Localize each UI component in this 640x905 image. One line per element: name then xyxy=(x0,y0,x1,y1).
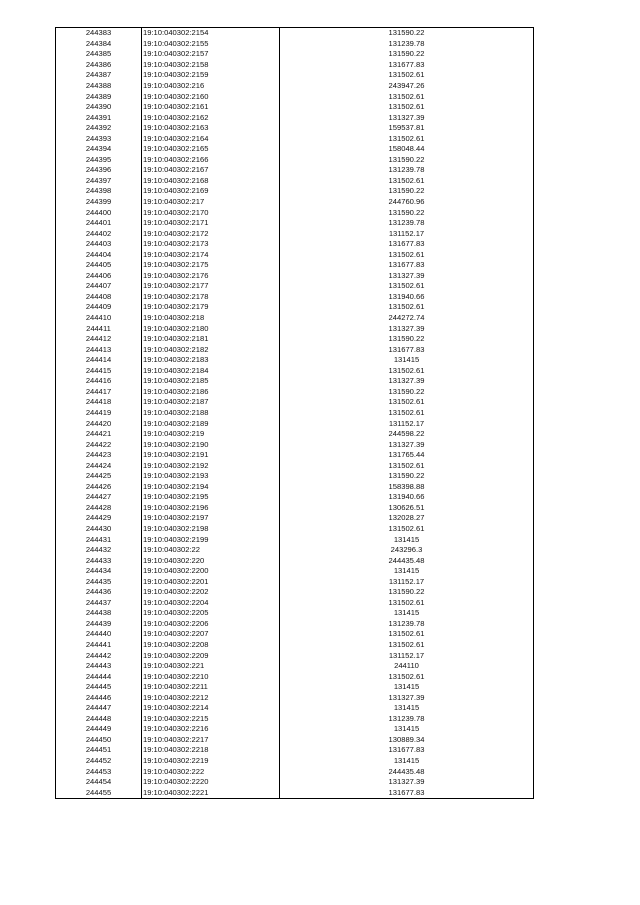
table-row xyxy=(56,598,534,609)
cadastral-number-cell: 19:10:040302:2192 xyxy=(142,460,280,471)
value-cell: 131415 xyxy=(280,703,534,714)
cadastral-number-cell: 19:10:040302:2181 xyxy=(142,334,280,345)
table-row xyxy=(56,186,534,197)
value-cell: 131502.61 xyxy=(280,102,534,113)
value-cell: 130889.34 xyxy=(280,735,534,746)
cadastral-number-cell: 19:10:040302:2187 xyxy=(142,397,280,408)
row-number-cell: 244391 xyxy=(56,112,142,123)
table-row xyxy=(56,228,534,239)
table-row xyxy=(56,292,534,303)
row-number-cell: 244406 xyxy=(56,271,142,282)
row-number-cell: 244451 xyxy=(56,745,142,756)
table-row xyxy=(56,608,534,619)
row-number-cell: 244383 xyxy=(56,28,142,39)
row-number-cell: 244392 xyxy=(56,123,142,134)
row-number-cell: 244425 xyxy=(56,471,142,482)
table-row xyxy=(56,534,534,545)
value-cell: 158048.44 xyxy=(280,144,534,155)
cadastral-number-cell: 19:10:040302:2183 xyxy=(142,355,280,366)
cadastral-number-cell: 19:10:040302:2160 xyxy=(142,91,280,102)
row-number-cell: 244413 xyxy=(56,344,142,355)
cadastral-number-cell: 19:10:040302:2212 xyxy=(142,692,280,703)
table-row xyxy=(56,144,534,155)
value-cell: 131590.22 xyxy=(280,471,534,482)
table-row xyxy=(56,777,534,788)
row-number-cell: 244388 xyxy=(56,81,142,92)
table-row xyxy=(56,366,534,377)
value-cell: 131590.22 xyxy=(280,207,534,218)
value-cell: 131415 xyxy=(280,608,534,619)
value-cell: 131152.17 xyxy=(280,228,534,239)
table-row xyxy=(56,397,534,408)
row-number-cell: 244419 xyxy=(56,408,142,419)
value-cell: 131940.66 xyxy=(280,292,534,303)
cadastral-number-cell: 19:10:040302:2185 xyxy=(142,376,280,387)
row-number-cell: 244421 xyxy=(56,429,142,440)
table-row xyxy=(56,102,534,113)
cadastral-number-cell: 19:10:040302:2196 xyxy=(142,503,280,514)
table-row xyxy=(56,176,534,187)
table-row xyxy=(56,492,534,503)
table-row xyxy=(56,482,534,493)
table-body xyxy=(56,28,534,799)
row-number-cell: 244438 xyxy=(56,608,142,619)
row-number-cell: 244448 xyxy=(56,714,142,725)
row-number-cell: 244430 xyxy=(56,524,142,535)
table-row xyxy=(56,513,534,524)
cadastral-number-cell: 19:10:040302:2190 xyxy=(142,439,280,450)
table-row xyxy=(56,640,534,651)
value-cell: 131415 xyxy=(280,534,534,545)
row-number-cell: 244453 xyxy=(56,766,142,777)
table-row xyxy=(56,70,534,81)
table-row xyxy=(56,165,534,176)
table-row xyxy=(56,408,534,419)
row-number-cell: 244390 xyxy=(56,102,142,113)
table-row xyxy=(56,735,534,746)
row-number-cell: 244397 xyxy=(56,176,142,187)
value-cell: 131940.66 xyxy=(280,492,534,503)
table-row xyxy=(56,28,534,39)
row-number-cell: 244411 xyxy=(56,323,142,334)
row-number-cell: 244422 xyxy=(56,439,142,450)
row-number-cell: 244446 xyxy=(56,692,142,703)
row-number-cell: 244454 xyxy=(56,777,142,788)
cadastral-number-cell: 19:10:040302:2179 xyxy=(142,302,280,313)
value-cell: 131502.61 xyxy=(280,524,534,535)
table-row xyxy=(56,60,534,71)
cadastral-number-cell: 19:10:040302:2155 xyxy=(142,39,280,50)
row-number-cell: 244431 xyxy=(56,534,142,545)
row-number-cell: 244445 xyxy=(56,682,142,693)
row-number-cell: 244436 xyxy=(56,587,142,598)
table-row xyxy=(56,429,534,440)
table-row xyxy=(56,376,534,387)
cadastral-number-cell: 19:10:040302:2169 xyxy=(142,186,280,197)
row-number-cell: 244440 xyxy=(56,629,142,640)
value-cell: 131590.22 xyxy=(280,186,534,197)
cadastral-number-cell: 19:10:040302:2159 xyxy=(142,70,280,81)
row-number-cell: 244402 xyxy=(56,228,142,239)
value-cell: 131239.78 xyxy=(280,165,534,176)
row-number-cell: 244414 xyxy=(56,355,142,366)
table-row xyxy=(56,207,534,218)
row-number-cell: 244439 xyxy=(56,619,142,630)
cadastral-number-cell: 19:10:040302:2173 xyxy=(142,239,280,250)
value-cell: 131327.39 xyxy=(280,777,534,788)
table-row xyxy=(56,123,534,134)
row-number-cell: 244416 xyxy=(56,376,142,387)
row-number-cell: 244394 xyxy=(56,144,142,155)
cadastral-number-cell: 19:10:040302:2205 xyxy=(142,608,280,619)
row-number-cell: 244426 xyxy=(56,482,142,493)
cadastral-number-cell: 19:10:040302:222 xyxy=(142,766,280,777)
table-row xyxy=(56,49,534,60)
cadastral-number-cell: 19:10:040302:2216 xyxy=(142,724,280,735)
value-cell: 243296.3 xyxy=(280,545,534,556)
value-cell: 131677.83 xyxy=(280,787,534,798)
cadastral-number-cell: 19:10:040302:2220 xyxy=(142,777,280,788)
cadastral-number-cell: 19:10:040302:2194 xyxy=(142,482,280,493)
row-number-cell: 244407 xyxy=(56,281,142,292)
cadastral-number-cell: 19:10:040302:2209 xyxy=(142,650,280,661)
value-cell: 131239.78 xyxy=(280,39,534,50)
cadastral-number-cell: 19:10:040302:2211 xyxy=(142,682,280,693)
cadastral-number-cell: 19:10:040302:2168 xyxy=(142,176,280,187)
table-row xyxy=(56,766,534,777)
table-row xyxy=(56,524,534,535)
cadastral-number-cell: 19:10:040302:2157 xyxy=(142,49,280,60)
value-cell: 131152.17 xyxy=(280,650,534,661)
cadastral-number-cell: 19:10:040302:2215 xyxy=(142,714,280,725)
value-cell: 130626.51 xyxy=(280,503,534,514)
value-cell: 131415 xyxy=(280,682,534,693)
cadastral-number-cell: 19:10:040302:2200 xyxy=(142,566,280,577)
value-cell: 131239.78 xyxy=(280,218,534,229)
row-number-cell: 244400 xyxy=(56,207,142,218)
table-row xyxy=(56,387,534,398)
row-number-cell: 244384 xyxy=(56,39,142,50)
table-row xyxy=(56,566,534,577)
row-number-cell: 244428 xyxy=(56,503,142,514)
row-number-cell: 244450 xyxy=(56,735,142,746)
row-number-cell: 244415 xyxy=(56,366,142,377)
cadastral-number-cell: 19:10:040302:2177 xyxy=(142,281,280,292)
row-number-cell: 244435 xyxy=(56,576,142,587)
cadastral-number-cell: 19:10:040302:2180 xyxy=(142,323,280,334)
row-number-cell: 244385 xyxy=(56,49,142,60)
cadastral-number-cell: 19:10:040302:2189 xyxy=(142,418,280,429)
cadastral-number-cell: 19:10:040302:220 xyxy=(142,555,280,566)
value-cell: 244435.48 xyxy=(280,766,534,777)
value-cell: 244435.48 xyxy=(280,555,534,566)
cadastral-number-cell: 19:10:040302:2163 xyxy=(142,123,280,134)
value-cell: 131590.22 xyxy=(280,155,534,166)
table-row xyxy=(56,112,534,123)
value-cell: 131327.39 xyxy=(280,376,534,387)
row-number-cell: 244393 xyxy=(56,133,142,144)
value-cell: 131415 xyxy=(280,355,534,366)
table-row xyxy=(56,650,534,661)
table-row xyxy=(56,271,534,282)
value-cell: 131590.22 xyxy=(280,334,534,345)
value-cell: 131502.61 xyxy=(280,598,534,609)
table-row xyxy=(56,302,534,313)
value-cell: 131502.61 xyxy=(280,302,534,313)
value-cell: 131502.61 xyxy=(280,408,534,419)
row-number-cell: 244423 xyxy=(56,450,142,461)
cadastral-number-cell: 19:10:040302:2207 xyxy=(142,629,280,640)
table-row xyxy=(56,39,534,50)
row-number-cell: 244408 xyxy=(56,292,142,303)
cadastral-number-cell: 19:10:040302:2210 xyxy=(142,671,280,682)
value-cell: 131502.61 xyxy=(280,70,534,81)
row-number-cell: 244398 xyxy=(56,186,142,197)
cadastral-number-cell: 19:10:040302:2154 xyxy=(142,28,280,39)
cadastral-number-cell: 19:10:040302:2165 xyxy=(142,144,280,155)
row-number-cell: 244441 xyxy=(56,640,142,651)
row-number-cell: 244447 xyxy=(56,703,142,714)
cadastral-number-cell: 19:10:040302:2172 xyxy=(142,228,280,239)
table-row xyxy=(56,460,534,471)
row-number-cell: 244395 xyxy=(56,155,142,166)
value-cell: 131502.61 xyxy=(280,397,534,408)
value-cell: 131677.83 xyxy=(280,344,534,355)
cadastral-number-cell: 19:10:040302:2201 xyxy=(142,576,280,587)
table-row xyxy=(56,619,534,630)
cadastral-number-cell: 19:10:040302:2219 xyxy=(142,756,280,767)
value-cell: 131677.83 xyxy=(280,745,534,756)
table-row xyxy=(56,724,534,735)
value-cell: 131502.61 xyxy=(280,366,534,377)
table-row xyxy=(56,682,534,693)
table-row xyxy=(56,745,534,756)
row-number-cell: 244449 xyxy=(56,724,142,735)
value-cell: 131502.61 xyxy=(280,629,534,640)
row-number-cell: 244433 xyxy=(56,555,142,566)
cadastral-number-cell: 19:10:040302:218 xyxy=(142,313,280,324)
cadastral-number-cell: 19:10:040302:2221 xyxy=(142,787,280,798)
row-number-cell: 244429 xyxy=(56,513,142,524)
table-row xyxy=(56,418,534,429)
row-number-cell: 244410 xyxy=(56,313,142,324)
table-row xyxy=(56,555,534,566)
row-number-cell: 244386 xyxy=(56,60,142,71)
value-cell: 131502.61 xyxy=(280,133,534,144)
table-row xyxy=(56,503,534,514)
row-number-cell: 244399 xyxy=(56,197,142,208)
cadastral-number-cell: 19:10:040302:2206 xyxy=(142,619,280,630)
row-number-cell: 244427 xyxy=(56,492,142,503)
row-number-cell: 244437 xyxy=(56,598,142,609)
row-number-cell: 244455 xyxy=(56,787,142,798)
cadastral-number-cell: 19:10:040302:2218 xyxy=(142,745,280,756)
value-cell: 131239.78 xyxy=(280,619,534,630)
table-row xyxy=(56,439,534,450)
value-cell: 131590.22 xyxy=(280,387,534,398)
value-cell: 131415 xyxy=(280,724,534,735)
table-row xyxy=(56,249,534,260)
row-number-cell: 244418 xyxy=(56,397,142,408)
table-row xyxy=(56,281,534,292)
row-number-cell: 244389 xyxy=(56,91,142,102)
cadastral-number-cell: 19:10:040302:2175 xyxy=(142,260,280,271)
value-cell: 244760.96 xyxy=(280,197,534,208)
table-row xyxy=(56,197,534,208)
value-cell: 131502.61 xyxy=(280,460,534,471)
table-row xyxy=(56,545,534,556)
cadastral-number-cell: 19:10:040302:2195 xyxy=(142,492,280,503)
value-cell: 131415 xyxy=(280,566,534,577)
row-number-cell: 244444 xyxy=(56,671,142,682)
row-number-cell: 244405 xyxy=(56,260,142,271)
value-cell: 131502.61 xyxy=(280,91,534,102)
value-cell: 131327.39 xyxy=(280,112,534,123)
row-number-cell: 244409 xyxy=(56,302,142,313)
value-cell: 244598.22 xyxy=(280,429,534,440)
cadastral-number-cell: 19:10:040302:2197 xyxy=(142,513,280,524)
value-cell: 131415 xyxy=(280,756,534,767)
row-number-cell: 244404 xyxy=(56,249,142,260)
table-row xyxy=(56,155,534,166)
row-number-cell: 244417 xyxy=(56,387,142,398)
table-row xyxy=(56,313,534,324)
row-number-cell: 244424 xyxy=(56,460,142,471)
cadastral-number-cell: 19:10:040302:2171 xyxy=(142,218,280,229)
value-cell: 158398.88 xyxy=(280,482,534,493)
table-row xyxy=(56,714,534,725)
value-cell: 131590.22 xyxy=(280,587,534,598)
value-cell: 131677.83 xyxy=(280,239,534,250)
value-cell: 132028.27 xyxy=(280,513,534,524)
cadastral-number-cell: 19:10:040302:2182 xyxy=(142,344,280,355)
row-number-cell: 244387 xyxy=(56,70,142,81)
value-cell: 131765.44 xyxy=(280,450,534,461)
value-cell: 159537.81 xyxy=(280,123,534,134)
cadastral-number-cell: 19:10:040302:2176 xyxy=(142,271,280,282)
table-row xyxy=(56,334,534,345)
table-row xyxy=(56,703,534,714)
row-number-cell: 244401 xyxy=(56,218,142,229)
cadastral-number-cell: 19:10:040302:2186 xyxy=(142,387,280,398)
value-cell: 131502.61 xyxy=(280,640,534,651)
cadastral-number-cell: 19:10:040302:217 xyxy=(142,197,280,208)
value-cell: 131590.22 xyxy=(280,49,534,60)
cadastral-number-cell: 19:10:040302:2188 xyxy=(142,408,280,419)
cadastral-number-cell: 19:10:040302:219 xyxy=(142,429,280,440)
table-row xyxy=(56,692,534,703)
table-row xyxy=(56,218,534,229)
row-number-cell: 244412 xyxy=(56,334,142,345)
row-number-cell: 244403 xyxy=(56,239,142,250)
value-cell: 131590.22 xyxy=(280,28,534,39)
row-number-cell: 244432 xyxy=(56,545,142,556)
table-row xyxy=(56,629,534,640)
cadastral-number-cell: 19:10:040302:2162 xyxy=(142,112,280,123)
table-row xyxy=(56,787,534,798)
value-cell: 131327.39 xyxy=(280,439,534,450)
value-cell: 131152.17 xyxy=(280,576,534,587)
data-table xyxy=(55,27,534,799)
value-cell: 131327.39 xyxy=(280,271,534,282)
cadastral-number-cell: 19:10:040302:2214 xyxy=(142,703,280,714)
cadastral-number-cell: 19:10:040302:22 xyxy=(142,545,280,556)
table-row xyxy=(56,260,534,271)
cadastral-number-cell: 19:10:040302:2178 xyxy=(142,292,280,303)
table-row xyxy=(56,81,534,92)
row-number-cell: 244452 xyxy=(56,756,142,767)
cadastral-number-cell: 19:10:040302:2204 xyxy=(142,598,280,609)
cadastral-number-cell: 19:10:040302:2193 xyxy=(142,471,280,482)
value-cell: 131152.17 xyxy=(280,418,534,429)
table-row xyxy=(56,239,534,250)
cadastral-number-cell: 19:10:040302:2217 xyxy=(142,735,280,746)
row-number-cell: 244443 xyxy=(56,661,142,672)
cadastral-number-cell: 19:10:040302:216 xyxy=(142,81,280,92)
value-cell: 131239.78 xyxy=(280,714,534,725)
table-row xyxy=(56,344,534,355)
cadastral-number-cell: 19:10:040302:2208 xyxy=(142,640,280,651)
value-cell: 131502.61 xyxy=(280,281,534,292)
table-row xyxy=(56,471,534,482)
cadastral-number-cell: 19:10:040302:2161 xyxy=(142,102,280,113)
row-number-cell: 244434 xyxy=(56,566,142,577)
cadastral-number-cell: 19:10:040302:2167 xyxy=(142,165,280,176)
value-cell: 131327.39 xyxy=(280,692,534,703)
table-row xyxy=(56,576,534,587)
table-row xyxy=(56,671,534,682)
value-cell: 131502.61 xyxy=(280,671,534,682)
table-row xyxy=(56,661,534,672)
value-cell: 131502.61 xyxy=(280,249,534,260)
cadastral-number-cell: 19:10:040302:2184 xyxy=(142,366,280,377)
value-cell: 131327.39 xyxy=(280,323,534,334)
table-row xyxy=(56,587,534,598)
cadastral-number-cell: 19:10:040302:2199 xyxy=(142,534,280,545)
row-number-cell: 244420 xyxy=(56,418,142,429)
value-cell: 244110 xyxy=(280,661,534,672)
cadastral-number-cell: 19:10:040302:2191 xyxy=(142,450,280,461)
cadastral-number-cell: 19:10:040302:2164 xyxy=(142,133,280,144)
cadastral-number-cell: 19:10:040302:2158 xyxy=(142,60,280,71)
cadastral-number-cell: 19:10:040302:2174 xyxy=(142,249,280,260)
row-number-cell: 244442 xyxy=(56,650,142,661)
cadastral-number-cell: 19:10:040302:221 xyxy=(142,661,280,672)
cadastral-number-cell: 19:10:040302:2198 xyxy=(142,524,280,535)
cadastral-number-cell: 19:10:040302:2202 xyxy=(142,587,280,598)
cadastral-number-cell: 19:10:040302:2170 xyxy=(142,207,280,218)
value-cell: 131502.61 xyxy=(280,176,534,187)
value-cell: 131677.83 xyxy=(280,260,534,271)
table-row xyxy=(56,91,534,102)
table-row xyxy=(56,323,534,334)
value-cell: 131677.83 xyxy=(280,60,534,71)
row-number-cell: 244396 xyxy=(56,165,142,176)
value-cell: 244272.74 xyxy=(280,313,534,324)
table-row xyxy=(56,756,534,767)
table-row xyxy=(56,355,534,366)
cadastral-number-cell: 19:10:040302:2166 xyxy=(142,155,280,166)
table-row xyxy=(56,133,534,144)
table-row xyxy=(56,450,534,461)
value-cell: 243947.26 xyxy=(280,81,534,92)
